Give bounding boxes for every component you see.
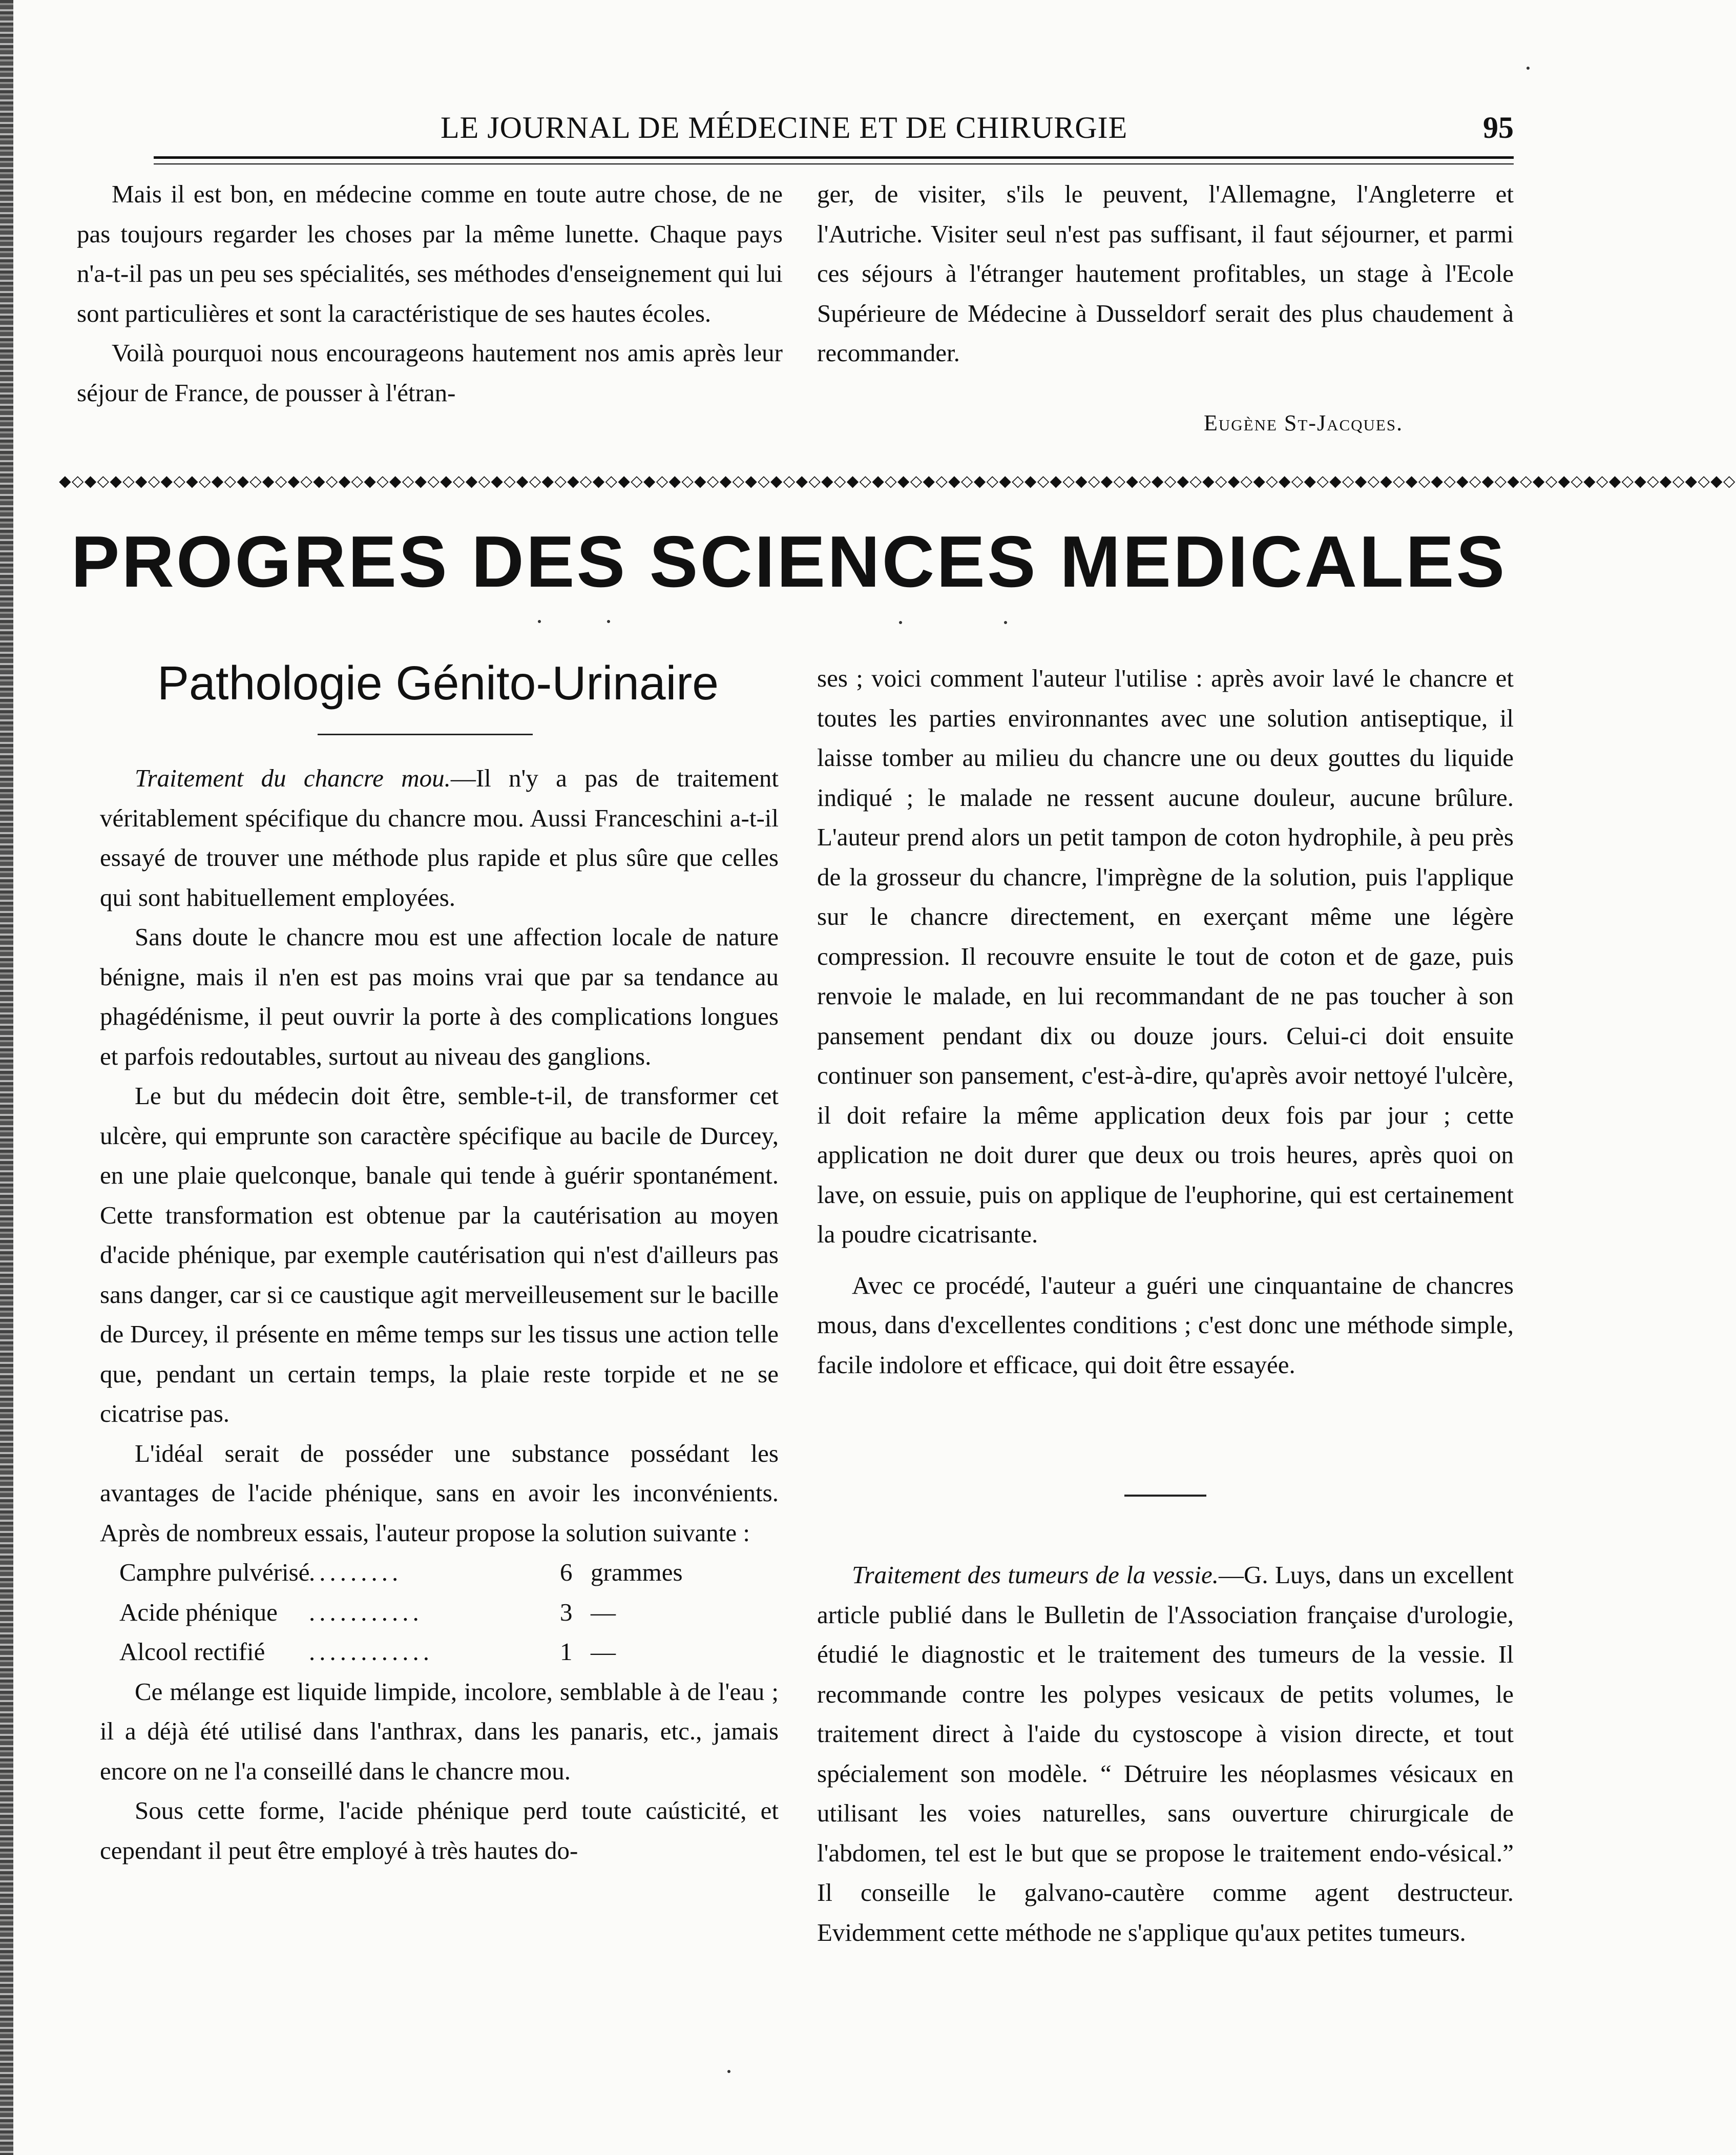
chancre-paragraph: Avec ce procédé, l'auteur a guéri une cinquantaine de chancres mous, dans d'excellentes conditions ; c'est donc une méthode simple, facile indolore et efficace, qui doit être essayée. [817, 1271, 1514, 1379]
vessie-article [817, 1555, 1514, 1952]
subtitle-rule [318, 734, 533, 735]
vessie-paragraph [817, 1555, 1514, 1952]
chancre-lead-text: —Il n'y a pas de traitement véritablement spécifique du chancre mou. Aussi Franceschini a-t-il essayé de trouver une méthode plus rapide et plus sûre que celles qui sont habituellement employées. [100, 764, 779, 911]
chancre-paragraph: Ce mélange est liquide limpide, incolore, semblable à de l'eau ; il a déjà été utilisé dans l'anthrax, dans les panaris, etc., jamais encore on ne l'a conseillé dans le chancre mou. [100, 1677, 779, 1785]
top-article-paragraph: ger, de visiter, s'ils le peuvent, l'Allemagne, l'Angleterre et l'Autriche. Visiter seul n'est pas suffisant, il faut séjourner, et parmi ces séjours à l'étranger hautement profitables, un stage à l'Ecole Supérieure de Médecine à Dusseldorf serait des plus chaudement à recommander. [817, 180, 1514, 367]
print-speck [538, 620, 541, 623]
subsection-title: Pathologie Génito-Urinaire [157, 656, 719, 710]
ingredient-quantity: 6 [560, 1558, 573, 1586]
print-speck [607, 620, 610, 623]
section-title: PROGRES DES SCIENCES MEDICALES [71, 521, 1507, 603]
ingredient-name: Acide phénique [119, 1598, 278, 1626]
leader-dots: ......... [309, 1558, 403, 1586]
print-speck [899, 621, 902, 624]
top-article-paragraph: Voilà pourquoi nous encourageons hautement nos amis après leur séjour de France, de pousser à l'étran- [77, 339, 783, 407]
ingredient-name: Camphre pulvérisé [119, 1558, 310, 1586]
chancre-lead-paragraph [100, 758, 779, 917]
page-number: 95 [1483, 111, 1514, 144]
chancre-article-right-column [817, 658, 1514, 1384]
chancre-paragraph: Sans doute le chancre mou est une affection locale de nature bénigne, mais il n'en est pas moins vrai que par sa tendance au phagédénisme, il peut ouvrir la porte à des complications longues et parfois redoutables, surtout au niveau des ganglions. [100, 923, 779, 1070]
ingredient-unit: — [591, 1598, 616, 1626]
formula-table [100, 1552, 779, 1672]
ornamental-divider: ⬥⬦⬥⬦⬥⬦⬥⬦⬥⬦⬥⬦⬥⬦⬥⬦⬥⬦⬥⬦⬥⬦⬥⬦⬥⬦⬥⬦⬥⬦⬥⬦⬥⬦⬥⬦⬥⬦⬥⬦⬥⬦⬥⬦⬥⬦⬥⬦⬥⬦⬥⬦⬥⬦⬥⬦⬥⬦⬥⬦⬥⬦⬥⬦⬥⬦⬥⬦⬥⬦⬥⬦⬥⬦⬥⬦⬥⬦⬥⬦⬥⬦⬥⬦⬥⬦⬥⬦⬥⬦⬥⬦⬥⬦⬥⬦⬥⬦⬥⬦⬥⬦⬥⬦⬥⬦⬥⬦⬥⬦⬥⬦⬥⬦⬥⬦⬥⬦⬥⬦⬥⬦⬥⬦⬥⬦⬥⬦⬥⬦⬥⬦ [59, 472, 1736, 491]
running-head [154, 110, 1514, 156]
ingredient-quantity: 3 [560, 1598, 573, 1626]
chancre-paragraph: Sous cette forme, l'acide phénique perd toute caústicité, et cependant il peut être employé à très hautes do- [100, 1796, 779, 1864]
leader-dots: ............ [309, 1638, 433, 1666]
formula-row [119, 1552, 779, 1592]
leader-dots: ........... [309, 1598, 423, 1626]
ingredient-name: Alcool rectifié [119, 1638, 265, 1666]
ingredient-unit: — [591, 1638, 616, 1666]
chancre-lead-title: Traitement du chancre mou. [135, 764, 451, 792]
vessie-lead-title: Traitement des tumeurs de la vessie. [852, 1561, 1219, 1589]
print-speck [1004, 621, 1007, 624]
top-article-right-column [817, 174, 1514, 373]
chancre-article-left-column [100, 758, 779, 1870]
author-signature: Eugène St-Jacques. [1204, 410, 1404, 436]
chancre-paragraph: L'idéal serait de posséder une substance possédant les avantages de l'acide phénique, sans en avoir les inconvénients. Après de nombreux essais, l'auteur propose la solution suivante : [100, 1439, 779, 1547]
vessie-text: —G. Luys, dans un excellent article publié dans le Bulletin de l'Association française d'urologie, étudié le diagnostic et le traitement des tumeurs de la vessie. Il recommande contre les polypes vesicaux de petits volumes, le traitement direct à l'aide du cystoscope à vision directe, et tout spécialement son modèle. “ Détruire les néoplasmes vésicaux en utilisant les voies naturelles, sans ouverture chirurgicale de l'abdomen, tel est le but que se propose le traitement endo-vésical.” Il conseille le galvano-cautère comme agent destructeur. Evidemment cette méthode ne s'applique qu'aux petites tumeurs. [817, 1561, 1514, 1946]
formula-row [119, 1592, 779, 1632]
ingredient-quantity: 1 [560, 1638, 573, 1666]
chancre-paragraph: Le but du médecin doit être, semble-t-il, de transformer cet ulcère, qui emprunte son caractère spécifique au bacile de Durcey, en une plaie quelconque, banale qui tende à guérir spontanément. Cette transformation est obtenue par la cautérisation au moyen d'acide phénique, par exemple cautérisation qui n'est d'ailleurs pas sans danger, car si ce caustique agit merveilleusement sur le bacille de Durcey, il présente en même temps sur les tissus une action telle que, pendant un certain temps, la plaie reste torpide et ne se cicatrise pas. [100, 1082, 779, 1427]
header-rule [154, 156, 1514, 164]
journal-title: LE JOURNAL DE MÉDECINE ET DE CHIRURGIE [441, 111, 1128, 144]
formula-row [119, 1632, 779, 1672]
chancre-paragraph: ses ; voici comment l'auteur l'utilise : après avoir lavé le chancre et toutes les parties environnantes avec une solution antiseptique, il laisse tomber au milieu du chancre une ou deux gouttes du liquide indiqué ; le malade ne ressent aucune douleur, aucune brûlure. L'auteur prend alors un petit tampon de coton hydrophile, à peu près de la grosseur du chancre, l'imprègne de la solution, puis l'applique sur le chancre directement, en exerçant même une légère compression. Il recouvre ensuite le tout de coton et de gaze, puis renvoie le malade, en lui recommandant de ne pas toucher à son pansement pendant dix ou douze jours. Celui-ci doit ensuite continuer son pansement, c'est-à-dire, qu'après avoir nettoyé l'ulcère, il doit refaire la même application deux fois par jour ; cette application ne doit durer que deux ou trois heures, après quoi on lave, on essuie, puis on applique de l'euphorine, qui est certainement la poudre cicatrisante. [817, 664, 1514, 1248]
ingredient-unit: grammes [591, 1558, 683, 1586]
article-separator [1124, 1495, 1206, 1497]
top-article-left-column [77, 174, 783, 412]
print-speck [727, 2070, 730, 2073]
top-article-paragraph: Mais il est bon, en médecine comme en toute autre chose, de ne pas toujours regarder les choses par la même lunette. Chaque pays n'a-t-il pas un peu ses spécialités, ses méthodes d'enseignement qui lui sont particulières et sont la caractéristique de ses hautes écoles. [77, 180, 783, 327]
scan-edge [0, 0, 13, 2155]
print-speck [1526, 67, 1530, 70]
